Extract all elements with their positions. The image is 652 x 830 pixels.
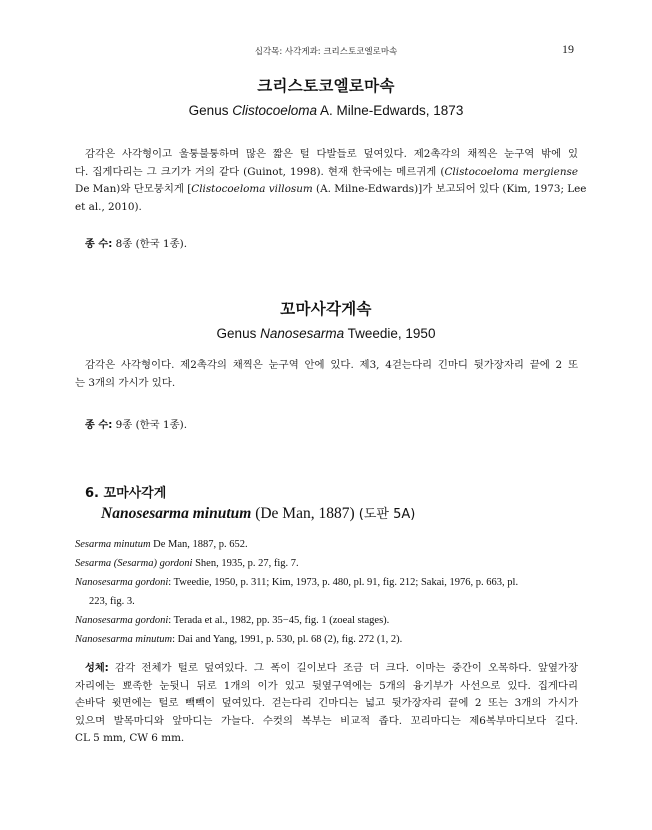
running-header: 십각목: 사각게과: 크리스토코엘로마속 (254, 47, 398, 57)
text-line: 성체: 감각 전체가 털로 덮여있다. 그 폭이 길이보다 조금 더 크다. 이마는 중간이 오목하다. 앞옆가장 (85, 662, 578, 674)
text-line: 다. 집게다리는 그 크기가 거의 같다 (Guinot, 1998). 현재 한국에는 메르귀게 (Clistocoeloma mergiense (75, 165, 579, 178)
synonymy-entry: Nanosesarma gordoni: Terada et al., 1982, pp. 35−45, fig. 1 (zoeal stages). (75, 615, 390, 626)
text-line: 있으며 발목마디와 앞마디는 가늘다. 수컷의 복부는 비교적 좁다. 꼬리마디는 제6복부마디보다 길다. (75, 714, 578, 727)
synonymy-entry-continued: 223, fig. 3. (89, 596, 135, 607)
synonymy-entry: Nanosesarma gordoni: Tweedie, 1950, p. 311; Kim, 1973, p. 480, pl. 91, fig. 212; Sakai, 1976, p. 663, pl. (75, 577, 519, 588)
text-line: 는 3개의 가시가 있다. (75, 376, 176, 389)
species-title: 6. 꼬마사각게 (85, 486, 167, 501)
text-line: 감각은 사각형이고 울퉁불퉁하며 많은 짧은 털 다발들로 덮여있다. 제2촉각의 채찍은 눈구역 밖에 있 (85, 148, 578, 160)
species-count-nanosesarma: 종 수: 9종 (한국 1종). (85, 419, 188, 431)
text-line: CL 5 mm, CW 6 mm. (75, 732, 185, 744)
text-line: et al., 2010). (75, 200, 142, 213)
genus-scientific-name: Genus Clistocoeloma A. Milne-Edwards, 1873 (188, 103, 464, 118)
description-label: 성체: (85, 663, 109, 674)
synonymy-entry: Sesarma minutum De Man, 1887, p. 652. (75, 539, 248, 550)
species-heading (85, 482, 415, 523)
adult-description (75, 660, 578, 748)
genus-heading-clistocoeloma (0, 74, 652, 118)
species-scientific-name: Nanosesarma minutum (De Man, 1887) (도판 5A) (101, 505, 416, 522)
page-number: 19 (562, 42, 574, 56)
text-line: 손바닥 윗면에는 털로 빽빽이 덮여있다. 걷는다리 긴마디는 넓고 뒷가장자리 끝에 2 또는 3개의 가시가 (75, 697, 578, 709)
genus-description-clistocoeloma (75, 146, 587, 216)
genus-korean-name: 꼬마사각게속 (280, 300, 372, 318)
genus-description-nanosesarma (75, 357, 578, 392)
synonymy-entry: Nanosesarma minutum: Dai and Yang, 1991, p. 530, pl. 68 (2), fig. 272 (1, 2). (75, 634, 403, 645)
synonymy-entry: Sesarma (Sesarma) gordoni Shen, 1935, p. 27, fig. 7. (75, 558, 299, 569)
text-line: De Man)와 단모뭉치게 [Clistocoeloma villosum (A. Milne-Edwards)]가 보고되어 있다 (Kim, 1973; Lee (75, 183, 587, 195)
species-count-clistocoeloma: 종 수: 8종 (한국 1종). (85, 238, 188, 250)
genus-korean-name: 크리스토코엘로마속 (257, 77, 395, 95)
genus-scientific-name: Genus Nanosesarma Tweedie, 1950 (216, 326, 436, 341)
genus-heading-nanosesarma (0, 297, 652, 341)
synonymy-list (75, 535, 580, 649)
text-line: 자리에는 뾰족한 눈뒷니 뒤로 1개의 이가 있고 뒷옆구역에는 5개의 융기부가 사선으로 있다. 집게다리 (75, 679, 578, 692)
text-line: 감각은 사각형이다. 제2촉각의 채찍은 눈구역 안에 있다. 제3, 4걷는다리 긴마디 뒷가장자리 끝에 2 또 (85, 359, 578, 371)
